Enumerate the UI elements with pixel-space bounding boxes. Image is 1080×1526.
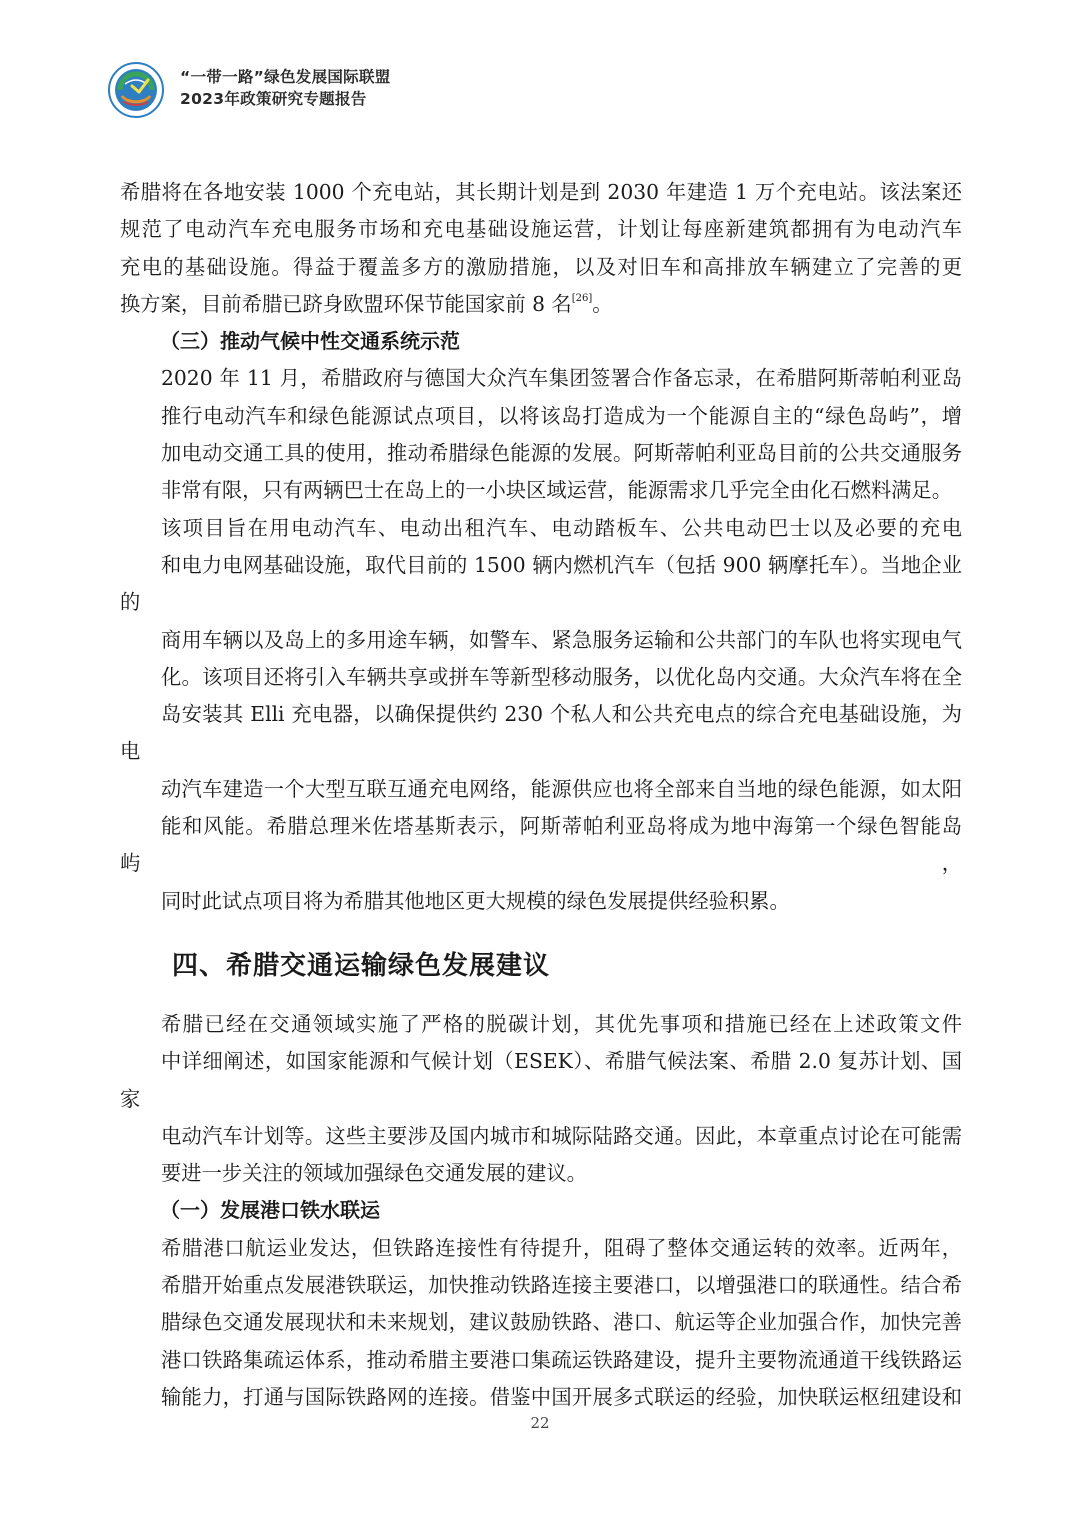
paragraph-decarbonization-plan (120, 1006, 962, 1192)
paragraph-project-goals (120, 510, 962, 920)
section-heading-recommendations: 四、希腊交通运输绿色发展建议 (172, 950, 551, 981)
text-line: 化。该项目还将引入车辆共享或拼车等新型移动服务，以优化岛内交通。大众汽车将在全 (161, 664, 962, 689)
text-line: 非常有限，只有两辆巴士在岛上的一小块区域运营，能源需求几乎完全由化石燃料满足。 (161, 478, 952, 503)
paragraph-port-rail (120, 1230, 962, 1416)
text-line: 能和风能。希腊总理米佐塔基斯表示，阿斯蒂帕利亚岛将成为地中海第一个绿色智能岛屿， (120, 814, 962, 876)
subheading-port-rail-intermodal: （一）发展港口铁水联运 (160, 1198, 380, 1223)
paragraph-charging-stations (120, 174, 962, 323)
text-line: 中详细阐述，如国家能源和气候计划（ESEK）、希腊气候法案、希腊 2.0 复苏计划、国家 (120, 1049, 962, 1111)
text-line: 岛安装其 Elli 充电器，以确保提供约 230 个私人和公共充电点的综合充电基础设施，为电 (120, 702, 962, 764)
text-line: 规范了电动汽车充电服务市场和充电基础设施运营，计划让每座新建筑都拥有为电动汽车 (120, 217, 962, 242)
text-line: 港口铁路集疏运体系，推动希腊主要港口集疏运铁路建设，提升主要物流通道干线铁路运 (161, 1347, 962, 1372)
text-line: 同时此试点项目将为希腊其他地区更大规模的绿色发展提供经验积累。 (161, 888, 790, 913)
text-line: 希腊开始重点发展港铁联运，加快推动铁路连接主要港口，以增强港口的联通性。结合希 (161, 1273, 962, 1298)
text-line: 腊绿色交通发展现状和未来规划，建议鼓励铁路、港口、航运等企业加强合作，加快完善 (161, 1310, 962, 1335)
text-line: 和电力电网基础设施，取代目前的 1500 辆内燃机汽车（包括 900 辆摩托车）。当地企业的 (120, 552, 962, 615)
text-line: 希腊将在各地安装 1000 个充电站，其长期计划是到 2030 年建造 1 万个充电站。该法案还 (120, 180, 962, 204)
page-number: 22 (530, 1414, 550, 1432)
text-line: 2020 年 11 月，希腊政府与德国大众汽车集团签署合作备忘录，在希腊阿斯蒂帕利亚岛 (161, 366, 962, 391)
header-title-line2: 2023年政策研究专题报告 (180, 90, 367, 108)
text-line: 动汽车建造一个大型互联互通充电网络，能源供应也将全部来自当地的绿色能源，如太阳 (161, 776, 962, 801)
text-segment: 换方案，目前希腊已跻身欧盟环保节能国家前 8 名 (120, 291, 572, 316)
text-line: 希腊已经在交通领域实施了严格的脱碳计划，其优先事项和措施已经在上述政策文件 (161, 1011, 962, 1036)
citation-26: [26] (571, 293, 593, 305)
text-line: 推行电动汽车和绿色能源试点项目，以将该岛打造成为一个能源自主的“绿色岛屿”，增 (161, 403, 962, 428)
text-line (120, 286, 962, 323)
report-header (108, 62, 608, 118)
text-line: 加电动交通工具的使用，推动希腊绿色能源的发展。阿斯蒂帕利亚岛目前的公共交通服务 (161, 441, 962, 466)
globe-logo-icon (108, 62, 164, 118)
subheading-climate-neutral-demo: （三）推动气候中性交通系统示范 (160, 329, 460, 354)
header-title-block (180, 66, 391, 110)
text-line: 该项目旨在用电动汽车、电动出租汽车、电动踏板车、公共电动巴士以及必要的充电 (161, 515, 962, 540)
text-line: 电动汽车计划等。这些主要涉及国内城市和城际陆路交通。因此，本章重点讨论在可能需 (161, 1123, 962, 1148)
header-title-line1: “一带一路”绿色发展国际联盟 (180, 68, 391, 86)
text-line: 商用车辆以及岛上的多用途车辆，如警车、紧急服务运输和公共部门的车队也将实现电气 (161, 627, 962, 652)
page-body (120, 174, 962, 1416)
text-line: 充电的基础设施。得益于覆盖多方的激励措施，以及对旧车和高排放车辆建立了完善的更 (120, 254, 962, 279)
text-line: 输能力，打通与国际铁路网的连接。借鉴中国开展多式联运的经验，加快联运枢纽建设和 (161, 1384, 962, 1409)
text-segment: 。 (592, 291, 613, 316)
text-line: 要进一步关注的领域加强绿色交通发展的建议。 (161, 1161, 587, 1186)
text-line: 希腊港口航运业发达，但铁路连接性有待提升，阻碍了整体交通运转的效率。近两年， (161, 1235, 962, 1260)
paragraph-astypalea-agreement (120, 360, 962, 509)
